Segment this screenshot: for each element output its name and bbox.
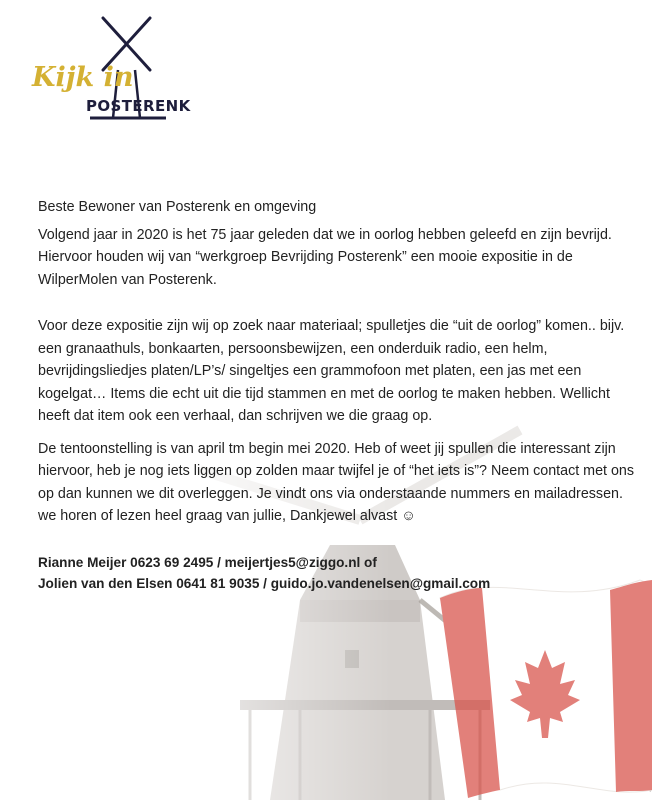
letter-paragraph-2: Voor deze expositie zijn wij op zoek naar materiaal; spulletjes die “uit de oorlog” komen.. bijv. een granaathuls, bonkaarten, persoonsbewijzen, een onderduik radio, een helm, bevrijdingsliedjes platen/LP’s/ singeltjes een grammofoon met platen, een jas met een kogelgat… Items die echt uit die tijd stammen en met de oorlog te maken hebben. Wellicht heeft dat item ook een verhaal, dan schrijven we die graag op. xyxy=(38,318,625,424)
logo-block-text: POSTERENK xyxy=(86,97,191,115)
letter-greeting: Beste Bewoner van Posterenk en omgeving xyxy=(38,199,317,215)
letter-body xyxy=(38,196,638,594)
logo-script-text: Kijk in xyxy=(32,62,134,93)
letter-paragraph-3: De tentoonstelling is van april tm begin mei 2020. Heb of weet jij spullen die interessant zijn hiervoor, heb je nog iets liggen op zolden maar twijfel je of “het iets is”? Neem contact met ons op dan kunnen we dit overleggen. Je vindt ons via onderstaande nummers en mailadressen. we horen of lezen heel graag van jullie, Dankjewel alvast ☺ xyxy=(38,440,635,524)
kijk-in-posterenk-logo xyxy=(28,8,191,128)
contact-line-jolien: Jolien van den Elsen 0641 81 9035 / guido.jo.vandenelsen@gmail.com xyxy=(38,575,491,591)
contact-line-rianne: Rianne Meijer 0623 69 2495 / meijertjes5@ziggo.nl of xyxy=(38,554,377,570)
letter-paragraph-1: Volgend jaar in 2020 is het 75 jaar geleden dat we in oorlog hebben geleefd en zijn bevrijd. Hiervoor houden wij van “werkgroep Bevrijding Posterenk” een mooie expositie in de WilperMolen van Posterenk. xyxy=(38,226,612,288)
